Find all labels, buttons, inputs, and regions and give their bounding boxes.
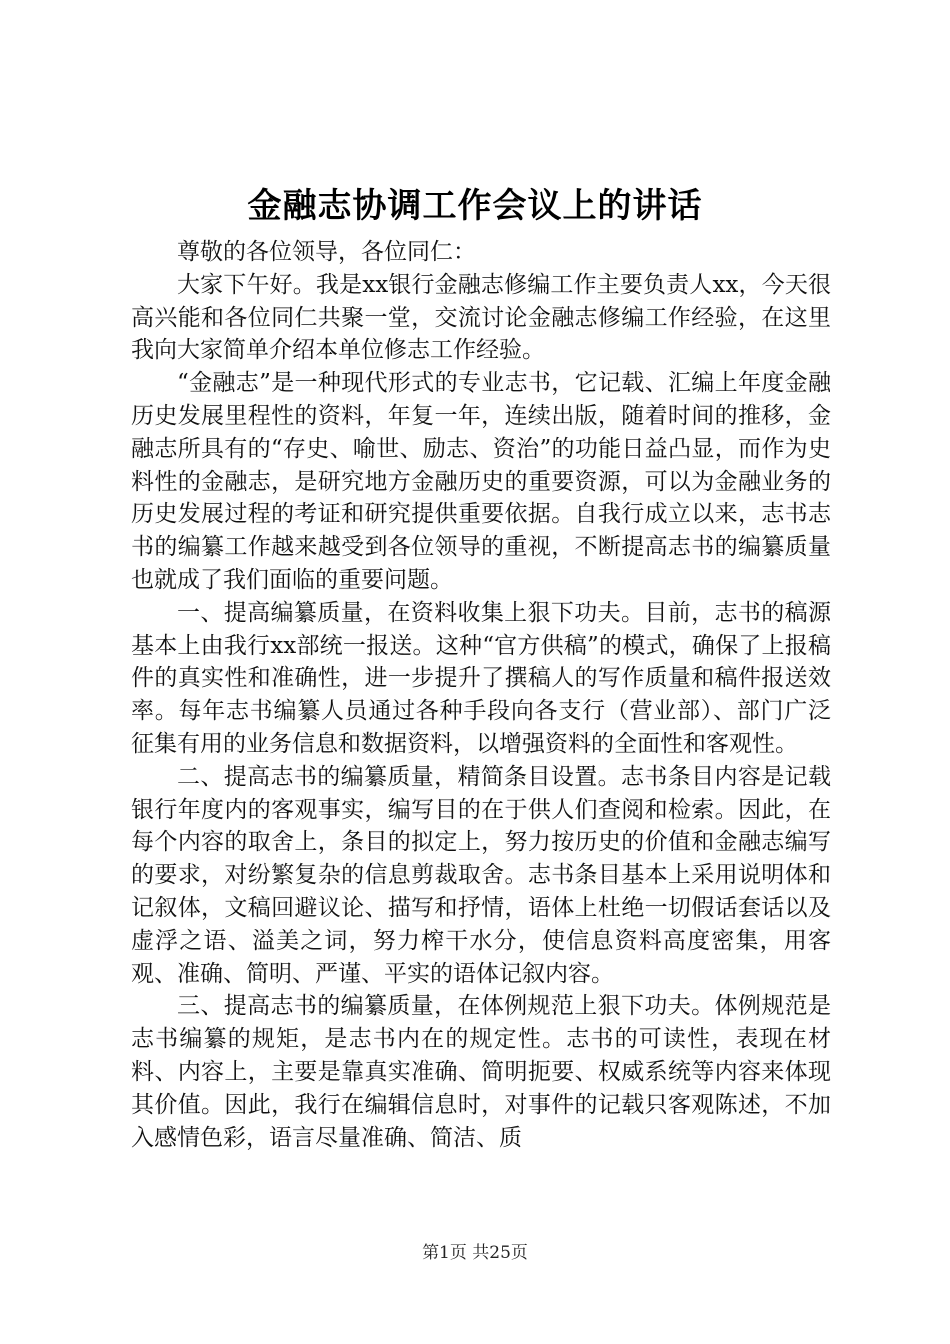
body-paragraph: 大家下午好。我是xx银行金融志修编工作主要负责人xx，今天很高兴能和各位同仁共聚一堂，交流讨论金融志修编工作经验，在这里我向大家简单介绍本单位修志工作经验。 (131, 271, 831, 364)
body-paragraph: “金融志”是一种现代形式的专业志书，它记载、汇编上年度金融历史发展里程性的资料，年复一年，连续出版，随着时间的推移，金融志所具有的“存史、喻世、励志、资治”的功能日益凸显，而作为史料性的金融志，是研究地方金融历史的重要资源，可以为金融业务的历史发展过程的考证和研究提供重要依据。自我行成立以来，志书志书的编纂工作越来越受到各位领导的重视，不断提高志书的编纂质量也就成了我们面临的重要问题。 (131, 370, 831, 593)
body-paragraph: 一、提高编纂质量，在资料收集上狠下功夫。目前，志书的稿源基本上由我行xx部统一报送。这种“官方供稿”的模式，确保了上报稿件的真实性和准确性，进一步提升了撰稿人的写作质量和稿件报送效率。每年志书编纂人员通过各种手段向各支行（营业部）、部门广泛征集有用的业务信息和数据资料，以增强资料的全面性和客观性。 (131, 599, 831, 757)
salutation-paragraph: 尊敬的各位领导，各位同仁： (177, 239, 476, 265)
body-paragraph: 二、提高志书的编纂质量，精简条目设置。志书条目内容是记载银行年度内的客观事实，编写目的在于供人们查阅和检索。因此，在每个内容的取舍上，条目的拟定上，努力按历史的价值和金融志编写的要求，对纷繁复杂的信息剪裁取舍。志书条目基本上采用说明体和记叙体，文稿回避议论、描写和抒情，语体上杜绝一切假话套话以及虚浮之语、溢美之词，努力榨干水分，使信息资料高度密集，用客观、准确、简明、严谨、平实的语体记叙内容。 (131, 763, 831, 987)
body-paragraph: 三、提高志书的编纂质量，在体例规范上狠下功夫。体例规范是志书编纂的规矩，是志书内在的规定性。志书的可读性，表现在材料、内容上，主要是靠真实准确、简明扼要、权威系统等内容来体现其价值。因此，我行在编辑信息时，对事件的记载只客观陈述，不加入感情色彩，语言尽量准确、简洁、质 (131, 993, 831, 1151)
document-body (131, 236, 831, 1154)
document-title: 金融志协调工作会议上的讲话 (247, 186, 703, 226)
page-number-footer: 第1页 共25页 (422, 1243, 528, 1263)
